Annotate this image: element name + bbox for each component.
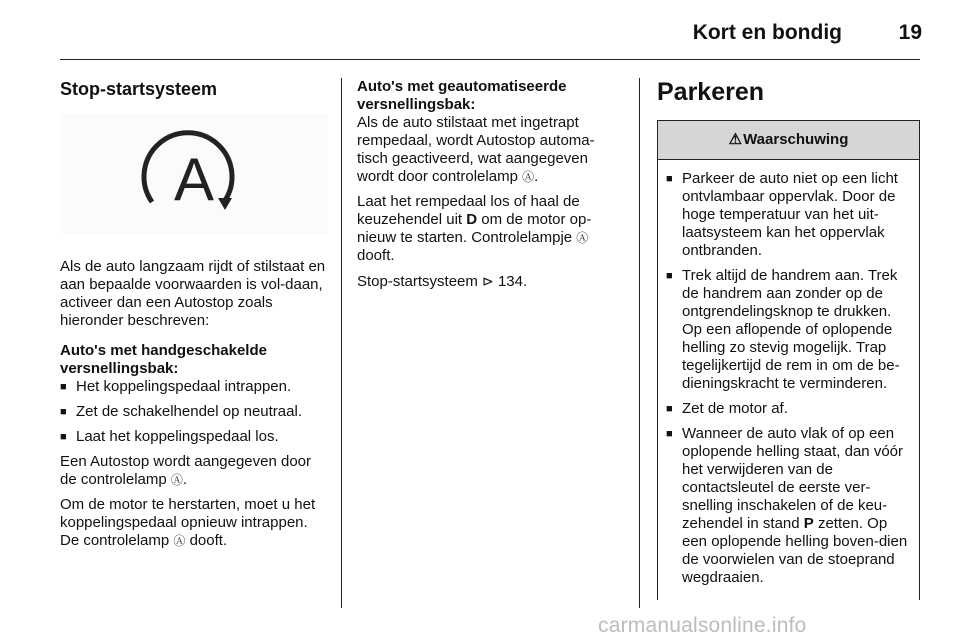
column-automatic: [357, 78, 625, 298]
restart-text: Om de motor te herstarten, moet u het koppelingspedaal opnieuw intrappen. De controlelamp Ⓐ dooft.: [60, 496, 316, 549]
list-item: ■ Laat het koppelingspedaal los.: [60, 428, 279, 445]
warning-header: [658, 121, 919, 160]
column-parking: [657, 78, 920, 600]
cross-reference[interactable]: Stop-startsysteem ⊳ 134.: [357, 273, 528, 290]
bullet-icon: ■: [666, 173, 673, 185]
lamp-icon: Ⓐ: [576, 231, 589, 245]
section-heading: Stop-startsysteem: [60, 79, 218, 99]
lamp-icon: Ⓐ: [173, 534, 186, 548]
manual-subheading: Auto's met handgeschakelde versnellingsbak:: [60, 342, 267, 377]
list-item: ■ Parkeer de auto niet op een licht ontvlambaar oppervlak. Door de hoge temperatuur van het uit-laatsysteem kan het oppervlak ontbranden.: [666, 170, 898, 259]
warning-box: [657, 120, 920, 600]
lamp-icon: Ⓐ: [522, 170, 535, 184]
column-divider: [341, 78, 342, 608]
bullet-icon: ■: [60, 431, 67, 443]
svg-text:A: A: [173, 146, 215, 213]
autostop-text: Een Autostop wordt aangegeven door de controlelamp Ⓐ.: [60, 453, 312, 488]
ref-arrow-icon: ⊳: [482, 273, 494, 289]
autostop-a-icon: [60, 114, 328, 234]
list-item: ■ Trek altijd de handrem aan. Trek de handrem aan zonder op de ontgrendelingsknop te drukken. Op een aflopende of oplopende helling zo stevig mogelijk. Trap tegelijkertijd de rem in om de be-dieningskracht te verminderen.: [666, 267, 900, 392]
intro-text: Als de auto langzaam rijdt of stilstaat en aan bepaalde voorwaarden is vol-daan, activeer dan een Autostop zoals hieronder beschreven:: [60, 258, 326, 329]
manual-steps: [60, 378, 328, 446]
list-item: ■ Zet de schakelhendel op neutraal.: [60, 403, 302, 420]
page-number: 19: [898, 21, 922, 44]
auto-subheading: Auto's met geautomatiseerde versnellingsbak:: [357, 78, 567, 113]
auto-text: Als de auto stilstaat met ingetrapt rempedaal, wordt Autostop automa-tisch geactiveerd, wat aangegeven wordt door controlelamp Ⓐ.: [357, 114, 595, 185]
lamp-icon: Ⓐ: [170, 473, 183, 487]
bullet-icon: ■: [666, 270, 673, 282]
restart-auto-text: Laat het rempedaal los of haal de keuzehendel uit D om de motor op-nieuw te starten. Controlelampje Ⓐ dooft.: [357, 193, 592, 264]
warning-title: Waarschuwing: [743, 131, 849, 148]
bullet-icon: ■: [666, 403, 673, 415]
bullet-icon: ■: [666, 428, 673, 440]
bullet-icon: ■: [60, 381, 67, 393]
list-item: ■ Wanneer de auto vlak of op een oplopende helling staat, dan vóór het verwijderen van de contactsleutel de eerste ver-snelling inschakelen of de keu-zehendel in stand P zetten. Op een oplopende helling boven-dien de voorwielen van de stoeprand wegdraaien.: [666, 425, 908, 586]
section-heading: Parkeren: [657, 78, 765, 106]
header-rule: [60, 59, 920, 60]
column-stop-start: [60, 78, 328, 557]
list-item: ■ Het koppelingspedaal intrappen.: [60, 378, 292, 395]
list-item: ■ Zet de motor af.: [666, 400, 788, 417]
warning-body: [658, 160, 919, 600]
bullet-icon: ■: [60, 406, 67, 418]
watermark: carmanualsonline.info: [598, 614, 807, 637]
column-divider: [639, 78, 640, 608]
header-title: Kort en bondig: [692, 21, 842, 44]
warning-icon: ⚠: [728, 131, 743, 148]
warning-list: [666, 170, 911, 587]
page-header: [0, 0, 960, 60]
